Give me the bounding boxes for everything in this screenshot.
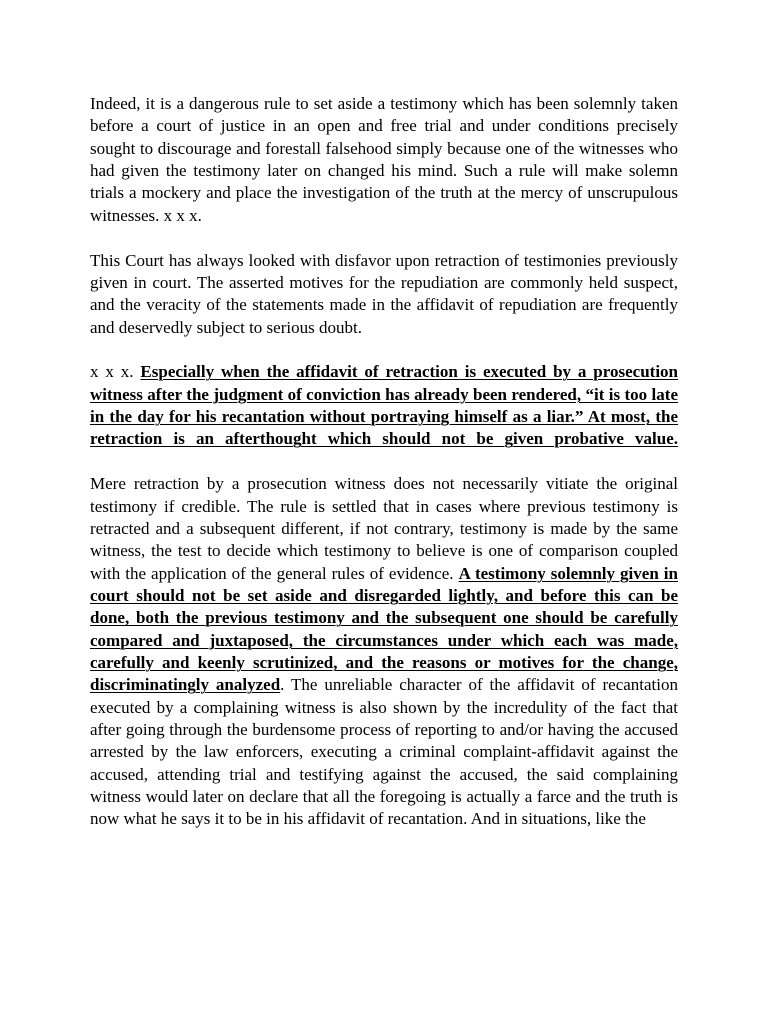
paragraph-text: Mere retraction by a prosecution witness does not necessarily vitiate the original testimony if credible. The rule is settled that in cases where previous testimony is retracted and a subsequent different, if not contrary, testimony is made by the same witness, the test to decide which testimony to believe is one of comparison coupled with the application of the general rules of evidence. bbox=[90, 474, 678, 583]
paragraph-text: Indeed, it is a dangerous rule to set aside a testimony which has been solemnly taken before a court of justice in an open and free trial and under conditions precisely sought to discourage and forestall falsehood simply because one of the witnesses who had given the testimony later on changed his mind. Such a rule will make solemn trials a mockery and place the investigation of the truth at the mercy of unscrupulous witnesses. x x x. bbox=[90, 94, 678, 225]
emphasized-text: A testimony solemnly given in court should not be set aside and disregarded lightly, and before this can be done, both the previous testimony and the subsequent one should be carefully compared and juxtaposed, the circumstances under which each was made, carefully and keenly scrutinized, and the reasons or motives for the change, discriminatingly analyzed bbox=[90, 563, 678, 695]
paragraph-retraction-disfavor bbox=[90, 250, 678, 339]
paragraph-text: . The unreliable character of the affidavit of recantation executed by a complaining witness is also shown by the incredulity of the fact that after going through the burdensome process of reporting to and/or having the accused arrested by the law enforcers, executing a criminal complaint-affidavit against the accused, attending trial and testifying against the accused, the said complaining witness would later on declare that all the foregoing is actually a farce and the truth is now what he says it to be in his affidavit of recantation. And in situations, like the bbox=[90, 675, 678, 829]
document-page bbox=[90, 93, 678, 831]
paragraph-mere-retraction bbox=[90, 473, 678, 831]
paragraph-recantation-liar bbox=[90, 361, 678, 450]
paragraph-dangerous-rule bbox=[90, 93, 678, 227]
emphasized-text: Especially when the affidavit of retraction is executed by a prosecution witness after the judgment of conviction has already been rendered, “it is too late in the day for his recantation without portraying himself as a liar.” At most, the retraction is an afterthought which should not be given probative value. bbox=[90, 362, 679, 449]
paragraph-text: This Court has always looked with disfavor upon retraction of testimonies previously given in court. The asserted motives for the repudiation are commonly held suspect, and the veracity of the statements made in the affidavit of repudiation are frequently and deservedly subject to serious doubt. bbox=[90, 250, 678, 337]
paragraph-text: x x x. bbox=[90, 362, 141, 382]
